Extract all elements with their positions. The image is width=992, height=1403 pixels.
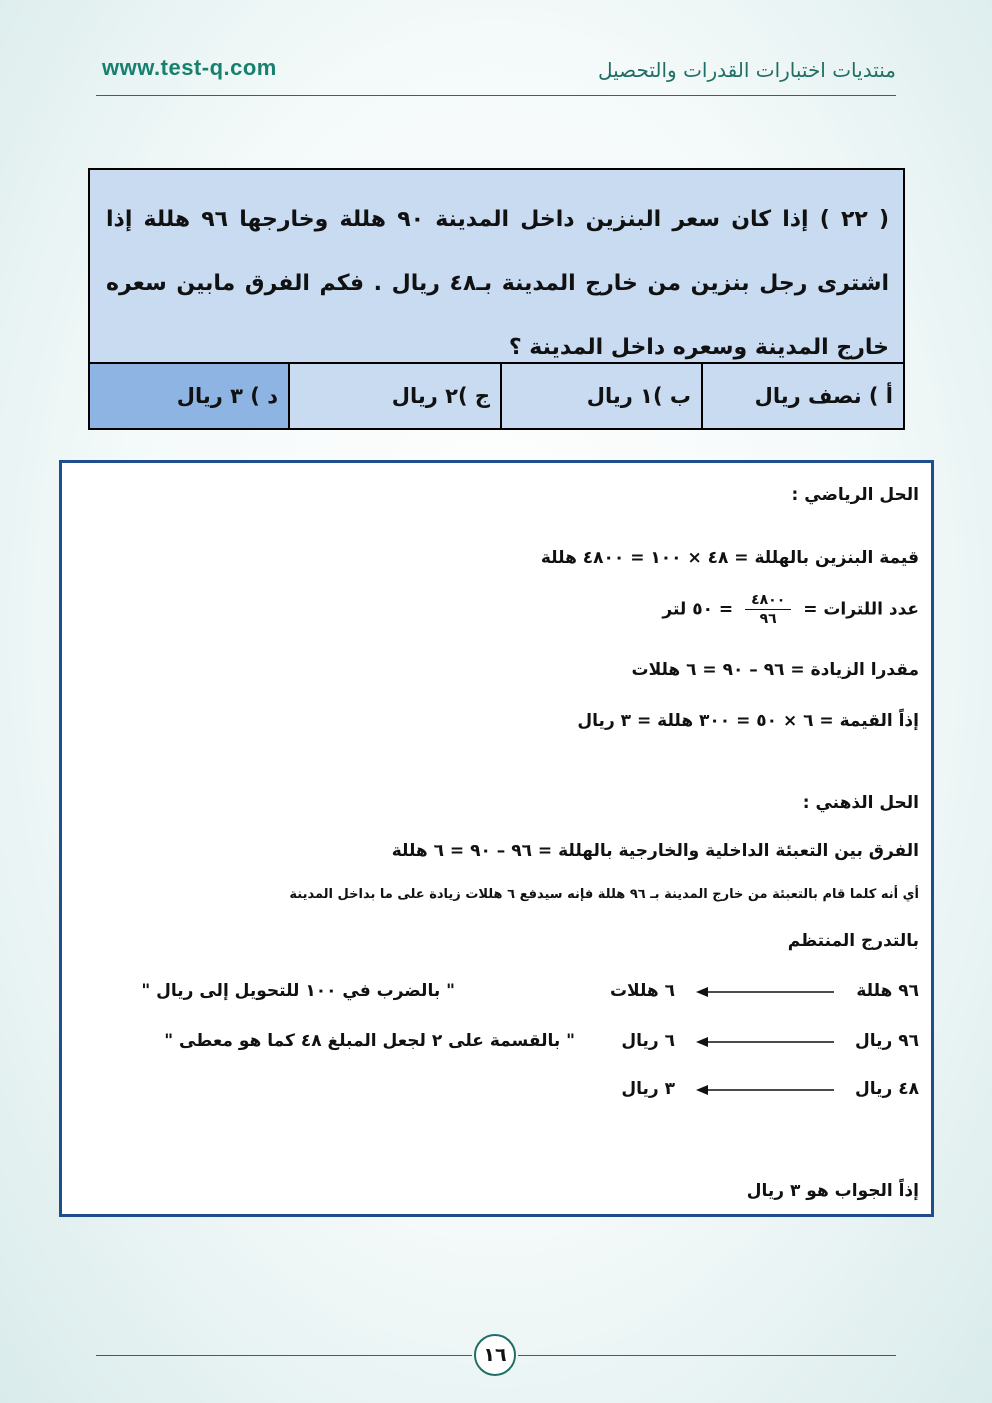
liters-result: = ٥٠ لتر [662,599,734,620]
math-line-1: قيمة البنزين بالهللة = ٤٨ × ١٠٠ = ٤٨٠٠ هللة [540,548,919,568]
math-line-4: إذاً القيمة = ٦ × ٥٠ = ٣٠٠ هللة = ٣ ريال [577,711,919,731]
forum-title: منتديات اختبارات القدرات والتحصيل [597,58,896,82]
mental-solution-heading: الحل الذهني : [802,793,919,813]
option-c[interactable]: ج )٢ ريال [288,364,500,428]
arrow-left-icon [696,1083,836,1097]
header-divider [96,95,896,96]
solution-box [59,460,934,1217]
footer-divider-left [96,1355,472,1356]
site-url[interactable]: www.test-q.com [102,55,277,80]
option-a[interactable]: أ ) نصف ريال [701,364,903,428]
math-solution-heading: الحل الرياضي : [791,485,919,505]
question-box [88,168,905,430]
arrow-left-icon [696,1035,836,1049]
fraction [745,591,791,628]
ratio-left: ٤٨ ريال [855,1079,919,1099]
page-number: ١٦ [474,1334,516,1376]
option-b[interactable]: ب )١ ريال [500,364,701,428]
footer-divider-right [518,1355,896,1356]
math-line-3: مقدرا الزيادة = ٩٦ – ٩٠ = ٦ هللات [631,660,919,680]
ratio-right: ٣ ريال [621,1079,675,1099]
mental-line-2: أي أنه كلما قام بالتعبئة من خارج المدينة بـ ٩٦ هللة فإنه سيدفع ٦ هللات زيادة على ما بداخل المدينة [289,887,919,902]
liters-label: عدد اللترات = [803,599,919,620]
question-text: ( ٢٢ ) إذا كان سعر البنزين داخل المدينة ٩٠ هللة وخارجها ٩٦ هللة إذا اشترى رجل بنزين من خارج المدينة بـ٤٨ ريال . فكم الفرق مابين سعره خارج المدينة وسعره داخل المدينة ؟ [106,207,890,360]
fraction-denominator: ٩٦ [759,611,777,627]
arrow-left-icon [696,985,836,999]
options-row [90,362,903,428]
ratio-right: ٦ ريال [621,1031,675,1051]
mental-line-1: الفرق بين التعبئة الداخلية والخارجية بالهللة = ٩٦ – ٩٠ = ٦ هللة [391,841,919,861]
option-d[interactable]: د ) ٣ ريال [90,364,288,428]
final-answer: إذاً الجواب هو ٣ ريال [746,1181,919,1201]
ratio-left: ٩٦ هللة [856,981,919,1001]
mental-line-3: بالتدرج المنتظم [787,931,919,951]
ratio-right: ٦ هللات [609,981,675,1001]
math-line-2 [662,591,919,628]
fraction-numerator: ٤٨٠٠ [745,591,791,610]
ratio-left: ٩٦ ريال [855,1031,919,1051]
ratio-note: " بالضرب في ١٠٠ للتحويل إلى ريال " [141,981,455,1001]
ratio-note: " بالقسمة على ٢ لجعل المبلغ ٤٨ كما هو معطى " [164,1031,575,1051]
